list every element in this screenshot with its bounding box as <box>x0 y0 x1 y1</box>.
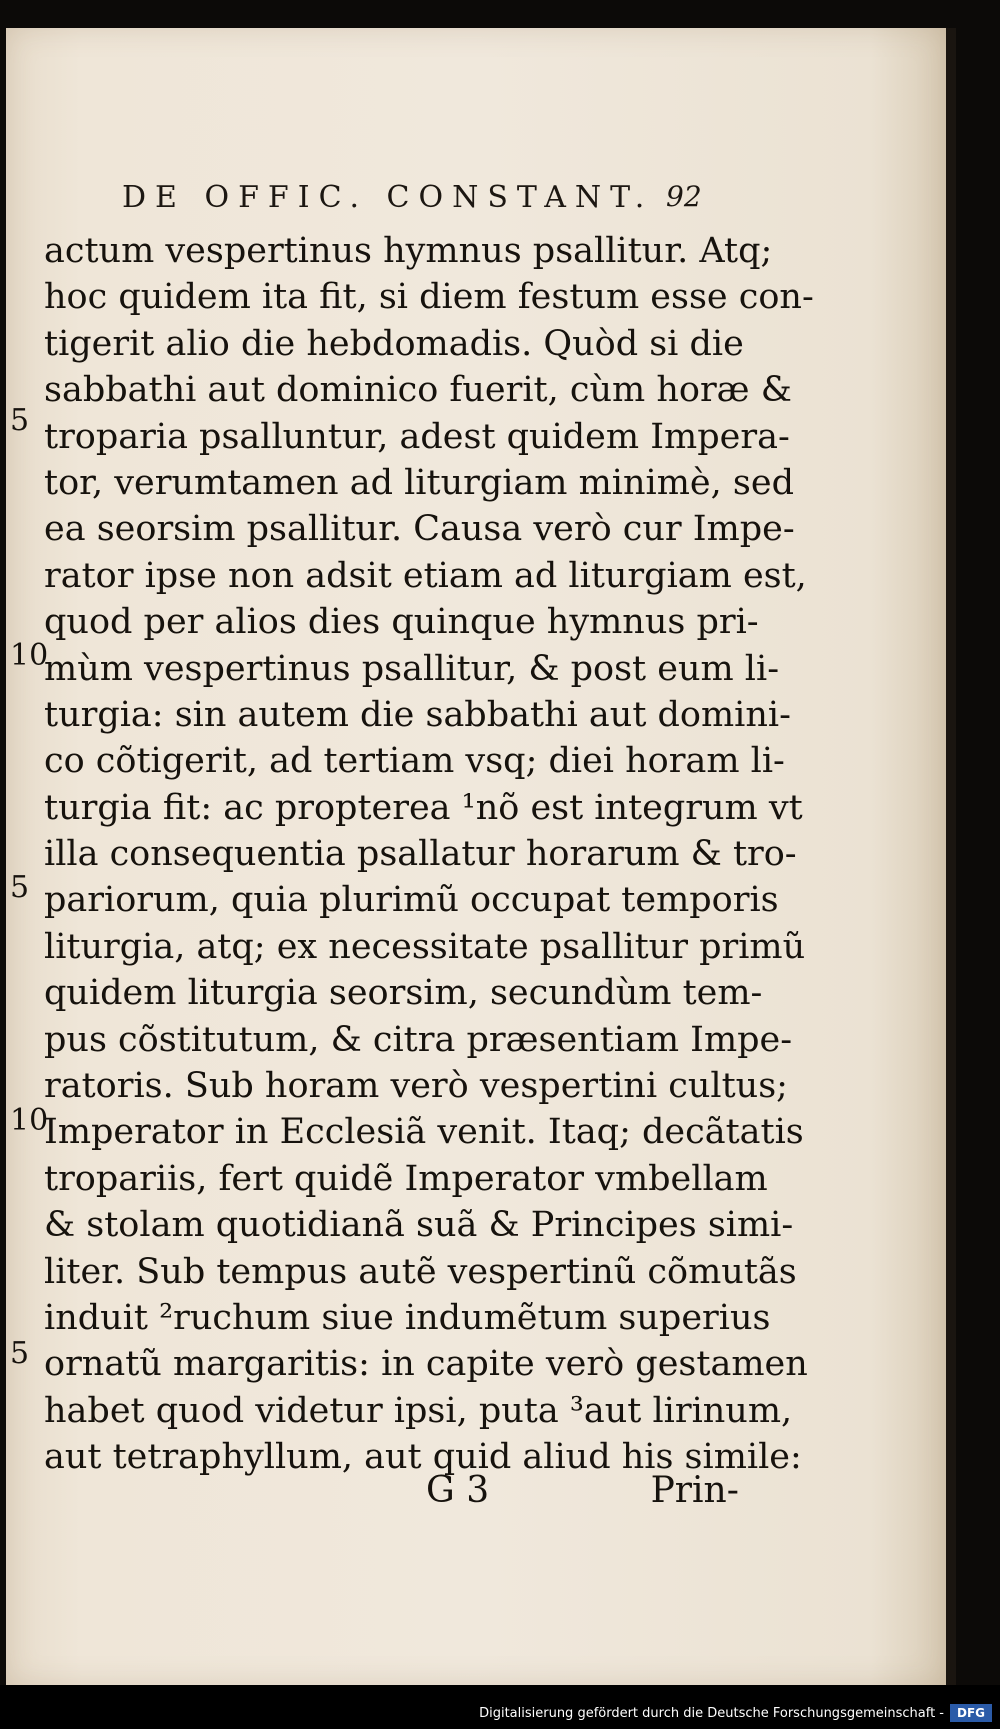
text-line: liturgia, atq; ex necessitate psallitur primũ <box>44 926 806 967</box>
text-line: quod per alios dies quinque hymnus pri- <box>44 602 759 643</box>
margin-line-number: 10 <box>10 638 49 673</box>
text-line: tigerit alio die hebdomadis. Quòd si die <box>44 323 744 364</box>
text-line: pariorum, quia plurimũ occupat temporis <box>44 880 779 921</box>
book-page <box>6 28 956 1685</box>
text-line: induit ²ruchum siue indumẽtum superius <box>44 1297 771 1338</box>
margin-line-number: 10 <box>10 1103 49 1138</box>
text-line: tor, verumtamen ad liturgiam minimè, sed <box>44 462 794 503</box>
dfg-logo-icon: DFG <box>950 1704 992 1722</box>
funding-credit: Digitalisierung gefördert durch die Deutsche Forschungsgemeinschaft - <box>479 1706 944 1721</box>
body-text <box>44 228 814 1481</box>
digitization-footer <box>0 1685 1000 1729</box>
text-line: pus cõstitutum, & citra præsentiam Impe- <box>44 1019 793 1060</box>
running-head: DE OFFIC. CONSTANT. <box>122 180 654 215</box>
catchword: Prin- <box>650 1470 739 1511</box>
text-line: troparia psalluntur, adest quidem Impera- <box>44 416 790 457</box>
signature-line <box>426 1470 739 1511</box>
text-line: turgia: sin autem die sabbathi aut domini- <box>44 694 791 735</box>
text-line: sabbathi aut dominico fuerit, cùm horæ & <box>44 370 792 411</box>
text-line: co cõtigerit, ad tertiam vsq; diei horam li- <box>44 741 785 782</box>
text-line: ratoris. Sub horam verò vespertini cultus; <box>44 1066 788 1107</box>
text-line: illa consequentia psallatur horarum & tro- <box>44 834 797 875</box>
text-line: Imperator in Ecclesiã venit. Itaq; decãtatis <box>44 1112 804 1153</box>
signature-mark: G 3 <box>426 1470 490 1511</box>
text-line: hoc quidem ita fit, si diem festum esse con- <box>44 277 814 318</box>
text-line: & stolam quotidianã suã & Principes simi- <box>44 1205 794 1246</box>
margin-line-number: 5 <box>10 1336 30 1371</box>
text-line: aut tetraphyllum, aut quid aliud his simile: <box>44 1437 802 1478</box>
folio-number: 92 <box>666 180 702 213</box>
text-line: tropariis, fert quidẽ Imperator vmbellam <box>44 1158 768 1199</box>
text-line: actum vespertinus hymnus psallitur. Atq; <box>44 231 773 271</box>
text-line: turgia fit: ac propterea ¹nõ est integrum vt <box>44 787 803 828</box>
margin-line-number: 5 <box>10 870 30 905</box>
text-line: habet quod videtur ipsi, puta ³aut lirinum, <box>44 1390 793 1431</box>
text-line: rator ipse non adsit etiam ad liturgiam est, <box>44 555 807 596</box>
text-line: liter. Sub tempus autẽ vespertinũ cõmutãs <box>44 1251 797 1292</box>
text-line: mùm vespertinus psallitur, & post eum li- <box>44 648 780 689</box>
text-line: quidem liturgia seorsim, secundùm tem- <box>44 973 763 1014</box>
text-line: ea seorsim psallitur. Causa verò cur Impe- <box>44 509 795 550</box>
margin-line-number: 5 <box>10 403 30 438</box>
text-line: ornatũ margaritis: in capite verò gestamen <box>44 1344 808 1385</box>
